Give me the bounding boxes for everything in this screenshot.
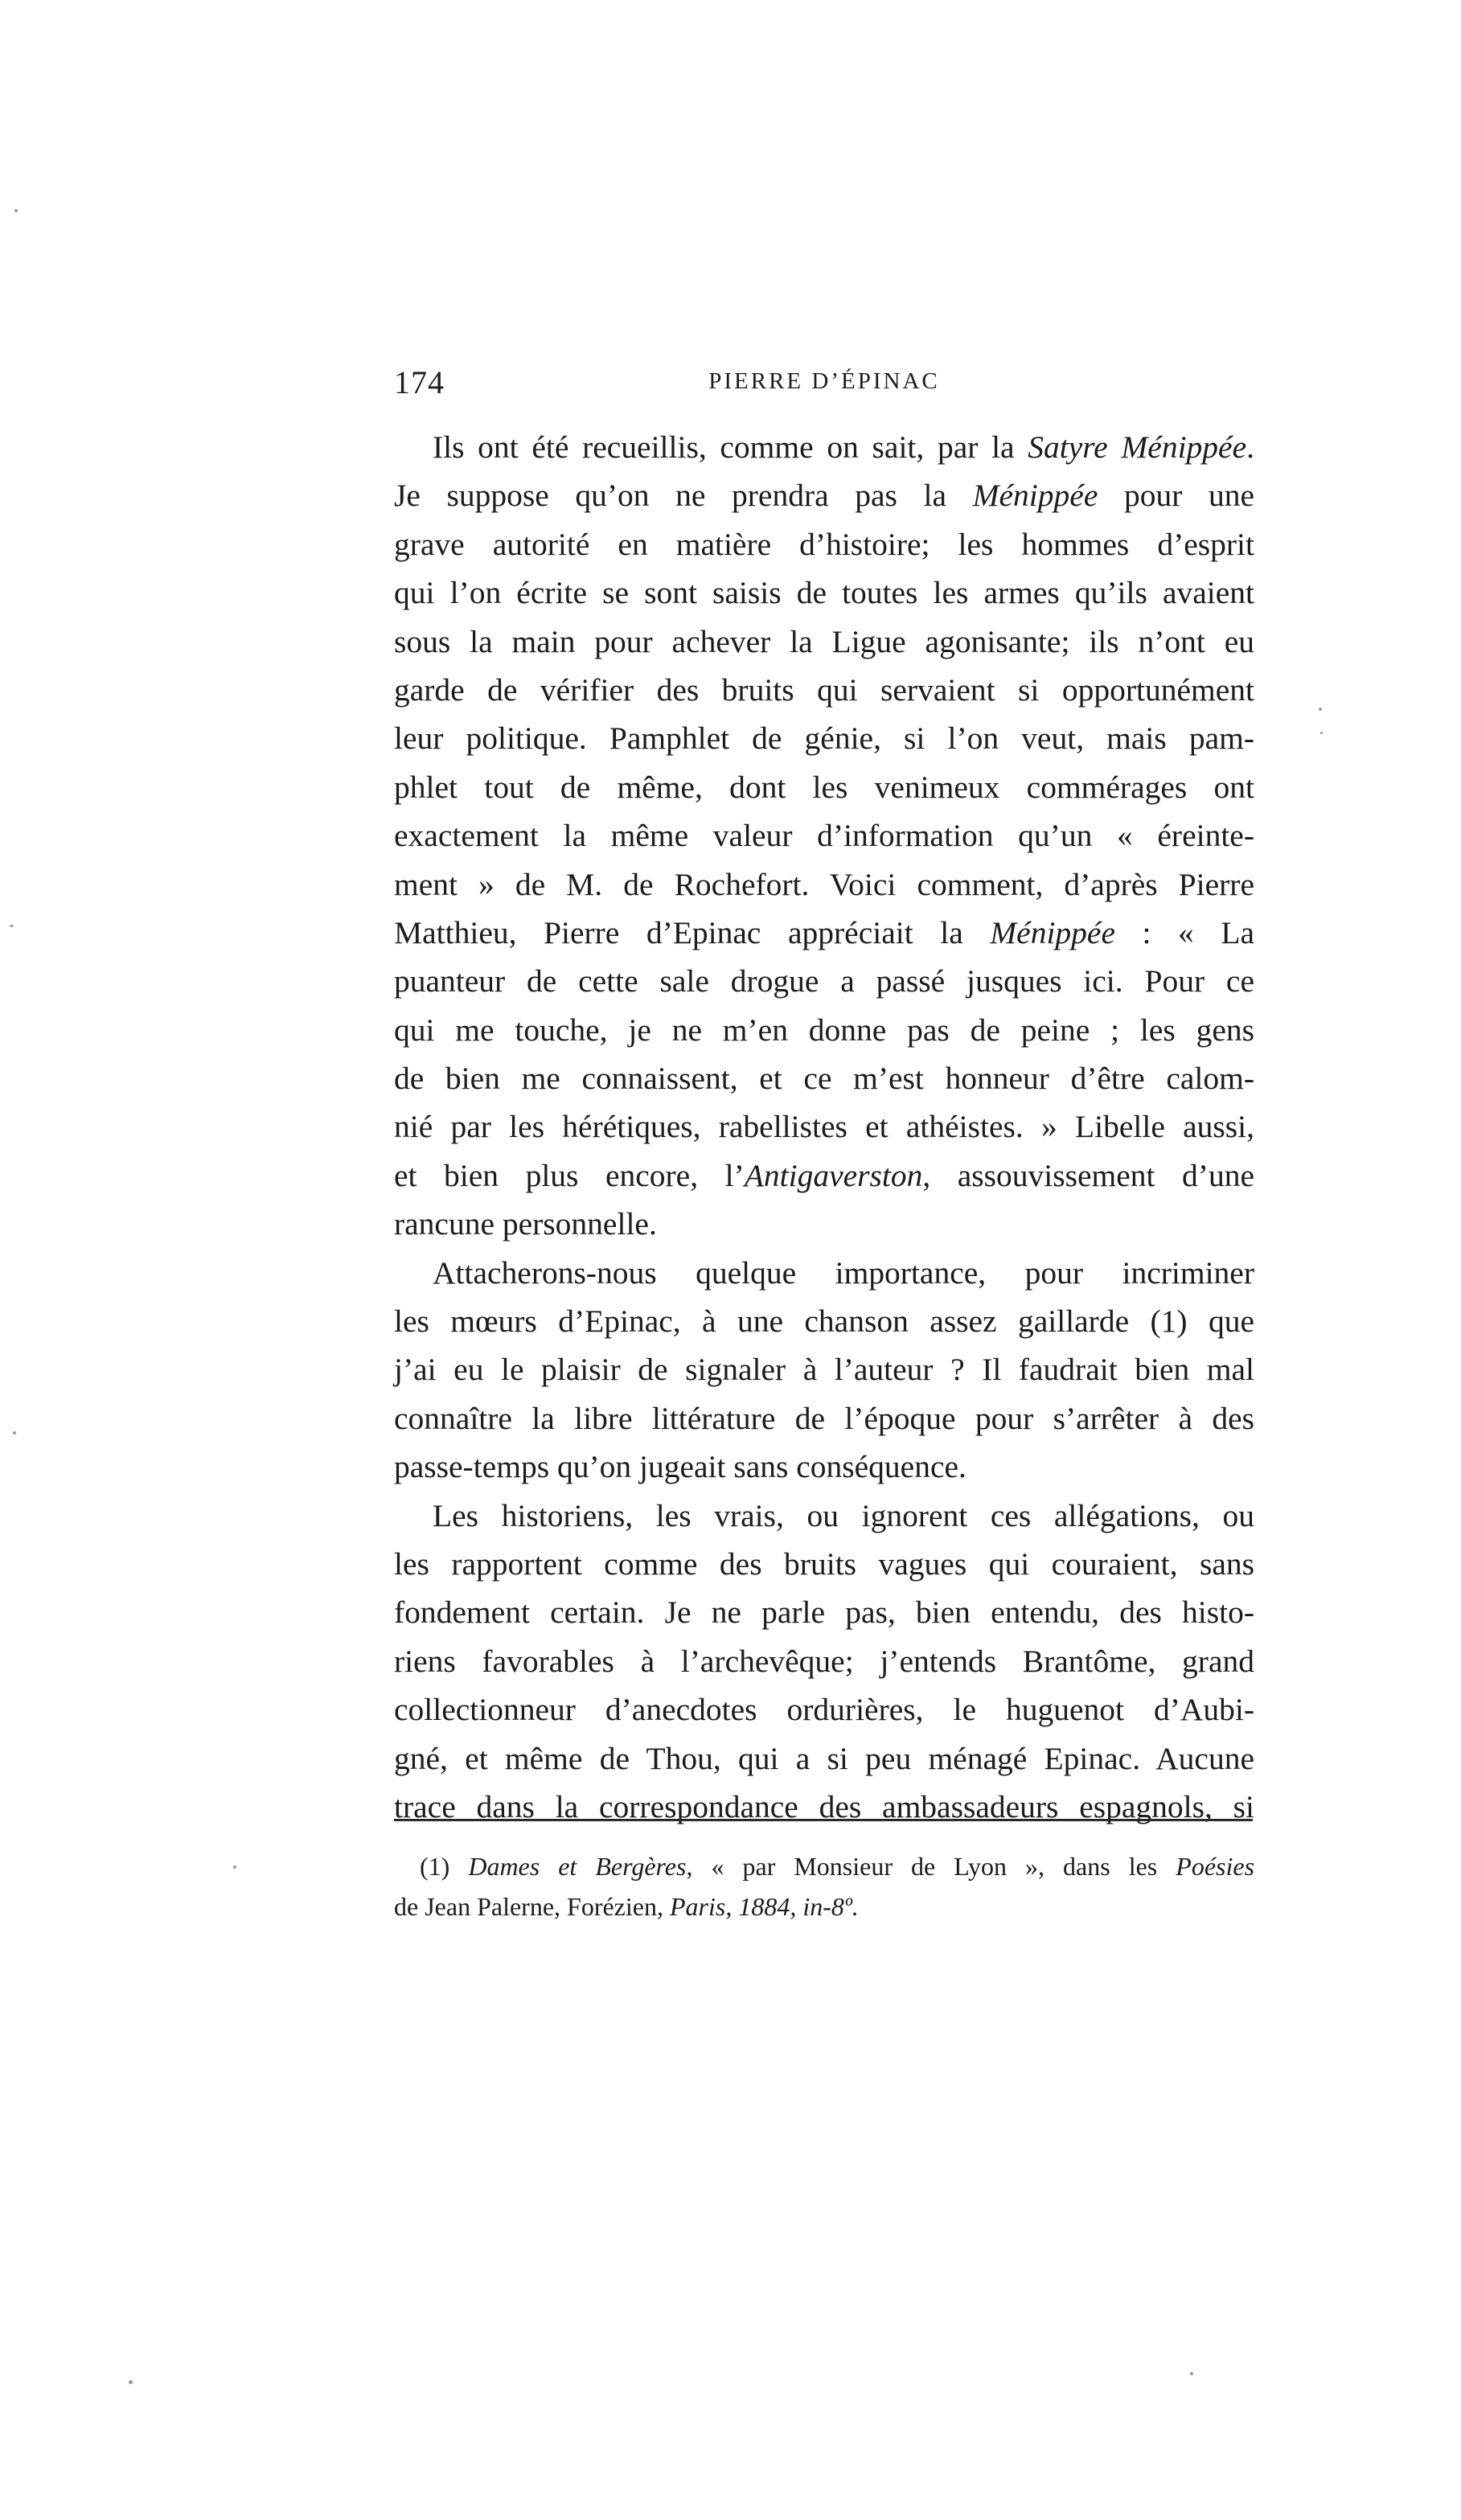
text-line: sous la main pour achever la Ligue agonisante; ils n’ont eu	[394, 623, 1254, 659]
text-line: collectionneur d’anecdotes ordurières, le huguenot d’Aubi-	[394, 1692, 1254, 1728]
page-number: 174	[394, 364, 445, 400]
text-line: qui l’on écrite se sont saisis de toutes les armes qu’ils avaient	[394, 575, 1254, 611]
body-text	[394, 423, 1254, 1831]
footnote-line: (1) Dames et Bergères, « par Monsieur de Lyon », dans les Poésies	[420, 1852, 1255, 1881]
text-line: Attacherons-nous quelque importance, pour incriminer	[433, 1254, 1254, 1291]
page-header-title: PIERRE D’ÉPINAC	[708, 368, 940, 394]
paragraph	[394, 1492, 1254, 1832]
scan-speck	[233, 1865, 236, 1869]
text-line: gné, et même de Thou, qui a si peu ménagé Epinac. Aucune	[394, 1740, 1254, 1776]
running-head	[394, 363, 1254, 412]
text-line: j’ai eu le plaisir de signaler à l’auteur ? Il faudrait bien mal	[394, 1352, 1254, 1388]
text-line: garde de vérifier des bruits qui servaient si opportunément	[394, 671, 1254, 708]
scan-speck	[1190, 2372, 1193, 2375]
text-line: exactement la même valeur d’information qu’un « éreinte-	[394, 818, 1254, 854]
text-line: puanteur de cette sale drogue a passé jusques ici. Pour ce	[394, 963, 1254, 999]
scan-speck	[129, 2380, 133, 2384]
scan-speck	[13, 1431, 16, 1434]
text-line: connaître la libre littérature de l’époque pour s’arrêter à des	[394, 1400, 1254, 1436]
text-line: nié par les hérétiques, rabellistes et athéistes. » Libelle aussi,	[394, 1109, 1254, 1145]
text-line: Ils ont été recueillis, comme on sait, par la Satyre Ménippée.	[433, 429, 1254, 465]
text-line: les rapportent comme des bruits vagues qui couraient, sans	[394, 1545, 1254, 1582]
footnote-line: de Jean Palerne, Forézien, Paris, 1884, in-8º.	[394, 1892, 859, 1921]
text-line: les mœurs d’Epinac, à une chanson assez gaillarde (1) que	[394, 1303, 1254, 1340]
text-line: leur politique. Pamphlet de génie, si l’on veut, mais pam-	[394, 720, 1254, 757]
text-line: phlet tout de même, dont les venimeux commérages ont	[394, 769, 1254, 805]
text-line: de bien me connaissent, et ce m’est honneur d’être calom-	[394, 1061, 1254, 1097]
text-line: rancune personnelle.	[394, 1206, 657, 1242]
text-line: trace dans la correspondance des ambassadeurs espagnols, si	[394, 1788, 1254, 1824]
text-line: ment » de M. de Rochefort. Voici comment, d’après Pierre	[394, 866, 1254, 902]
footnotes	[394, 1846, 1254, 1927]
paragraph	[394, 423, 1254, 1249]
text-line: Matthieu, Pierre d’Epinac appréciait la Ménippée : « La	[394, 914, 1254, 950]
footnote-rule	[394, 1819, 1253, 1821]
scan-speck	[14, 209, 18, 212]
text-line: grave autorité en matière d’histoire; les hommes d’esprit	[394, 526, 1254, 562]
text-line: Je suppose qu’on ne prendra pas la Ménippée pour une	[394, 478, 1255, 514]
text-line: fondement certain. Je ne parle pas, bien entendu, des histo-	[394, 1594, 1254, 1631]
text-line: qui me touche, je ne m’en donne pas de peine ; les gens	[394, 1012, 1254, 1048]
paragraph	[394, 1249, 1254, 1492]
text-line: riens favorables à l’archevêque; j’entends Brantôme, grand	[394, 1643, 1254, 1679]
text-line: passe-temps qu’on jugeait sans conséquence.	[394, 1449, 966, 1485]
text-line: Les historiens, les vrais, ou ignorent ces allégations, ou	[433, 1497, 1254, 1533]
scan-speck	[1319, 708, 1322, 711]
scan-speck	[10, 925, 14, 927]
text-line: et bien plus encore, l’Antigaverston, assouvissement d’une	[394, 1157, 1254, 1193]
footnote	[394, 1846, 1254, 1927]
scan-speck	[1320, 732, 1323, 734]
